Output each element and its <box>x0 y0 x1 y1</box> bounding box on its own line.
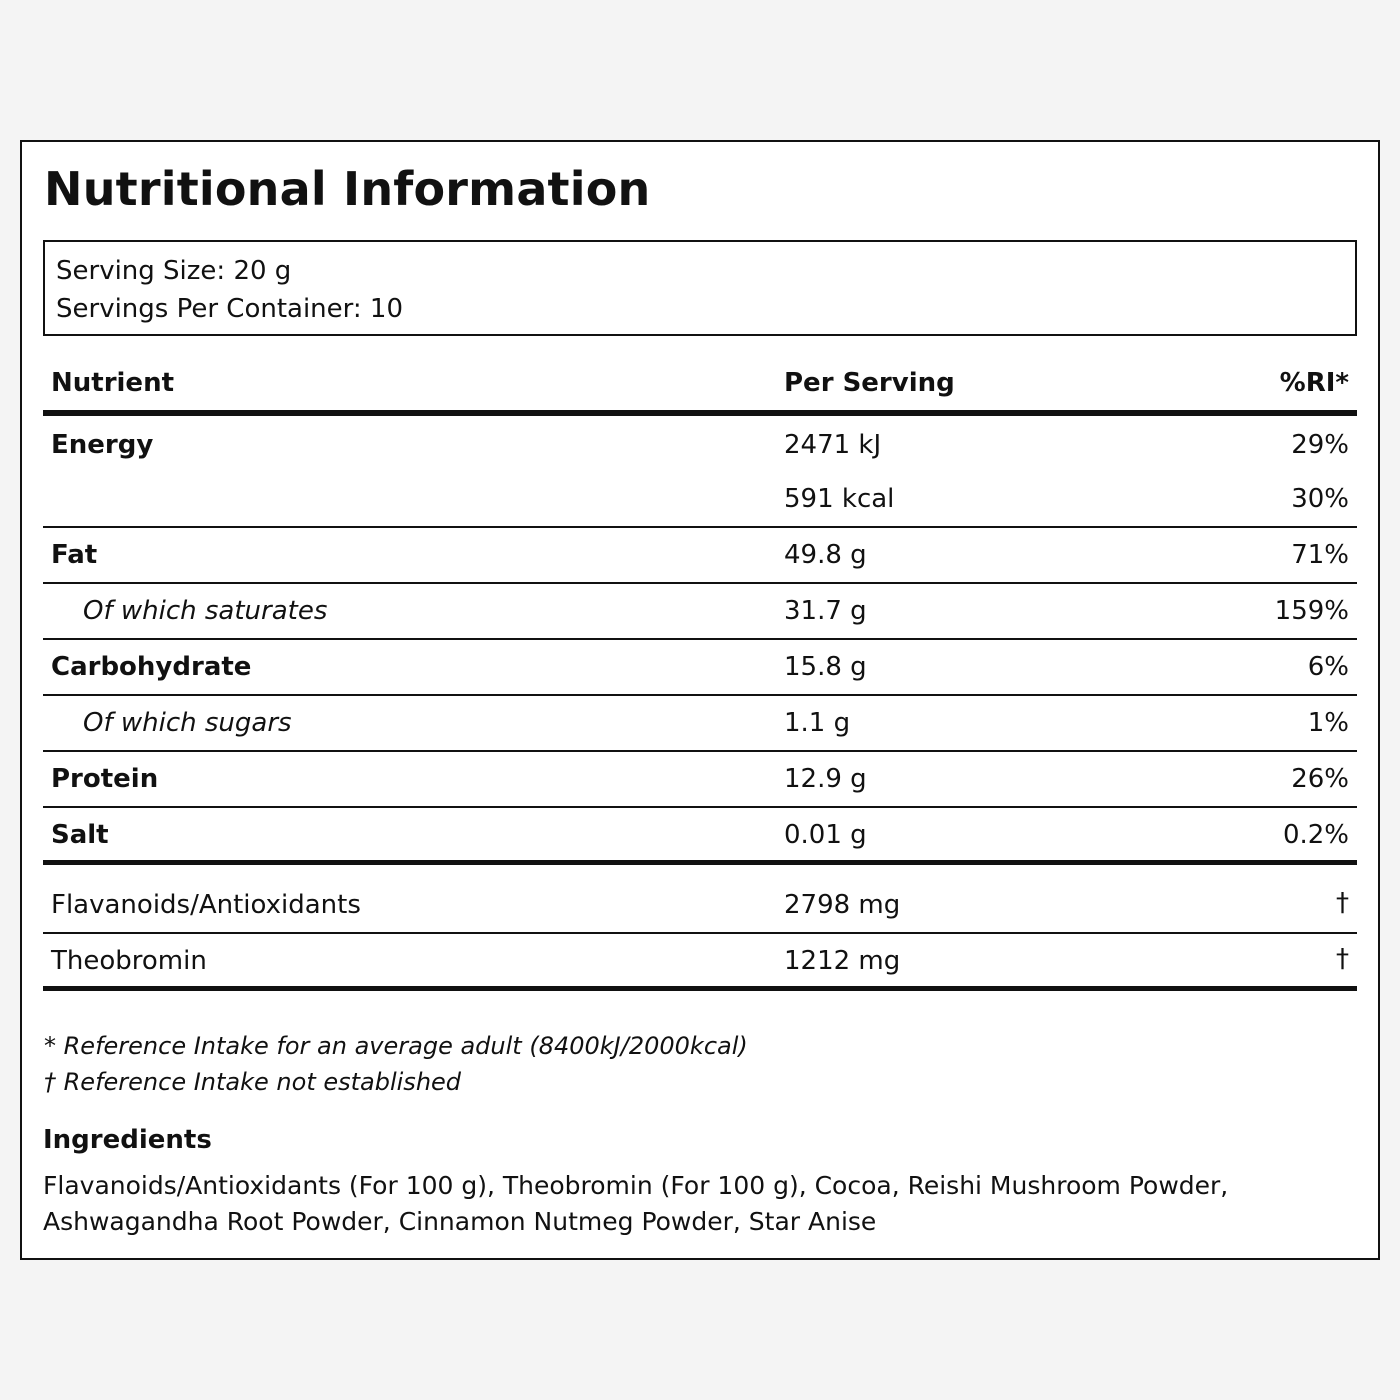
nutrition-table <box>43 352 1357 984</box>
nutrient-value: 1.1 g <box>784 708 851 738</box>
nutrient-value: 15.8 g <box>784 652 867 682</box>
ri-footnote: * Reference Intake for an average adult (8400kJ/2000kcal) <box>44 1032 748 1060</box>
nutrient-ri: 1% <box>1307 708 1349 738</box>
nutrient-value: 591 kcal <box>784 484 895 514</box>
nutrient-ri: 6% <box>1307 652 1349 682</box>
nutrient-value: 49.8 g <box>784 540 867 570</box>
header-per-serving: Per Serving <box>784 368 955 398</box>
table-row <box>43 578 1357 634</box>
nutrient-name: Protein <box>51 764 159 794</box>
table-row <box>43 634 1357 690</box>
nutrient-value: 0.01 g <box>784 820 867 850</box>
compound-ri: † <box>1336 944 1349 974</box>
serving-size: Serving Size: 20 g <box>56 256 292 286</box>
nutrient-name: Fat <box>51 540 98 570</box>
nutrient-name: Of which saturates <box>83 596 328 626</box>
ingredients-list <box>43 1168 1243 1240</box>
nutrient-value: 12.9 g <box>784 764 867 794</box>
compound-name: Flavanoids/Antioxidants <box>51 890 361 920</box>
compound-name: Theobromin <box>51 946 207 976</box>
table-row <box>43 466 1357 522</box>
nutrient-name: Of which sugars <box>83 708 292 738</box>
nutrient-ri: 159% <box>1274 596 1349 626</box>
table-row <box>43 522 1357 578</box>
dagger-footnote: † Reference Intake not established <box>44 1068 462 1096</box>
nutrient-ri: 26% <box>1291 764 1349 794</box>
compound-ri: † <box>1336 888 1349 918</box>
nutrient-ri: 0.2% <box>1282 820 1349 850</box>
nutrient-name: Carbohydrate <box>51 652 252 682</box>
table-row <box>43 412 1357 466</box>
ingredients-line: Flavanoids/Antioxidants (For 100 g), Theobromin (For 100 g), Cocoa, Reishi Mushroom Powder, <box>43 1171 1229 1200</box>
label-title: Nutritional Information <box>44 162 651 216</box>
table-row <box>43 928 1357 984</box>
serving-info-box <box>43 240 1357 336</box>
compound-value: 1212 mg <box>784 946 901 976</box>
nutrient-value: 2471 kJ <box>784 430 882 460</box>
table-bottom-rule <box>43 986 1357 991</box>
nutrition-label <box>20 140 1380 1260</box>
nutrient-name: Energy <box>51 430 154 460</box>
compound-value: 2798 mg <box>784 890 901 920</box>
nutrient-ri: 71% <box>1291 540 1349 570</box>
ingredients-heading: Ingredients <box>43 1125 212 1155</box>
nutrient-name: Salt <box>51 820 109 850</box>
table-row <box>43 802 1357 858</box>
servings-per-container: Servings Per Container: 10 <box>56 294 404 324</box>
nutrient-ri: 29% <box>1291 430 1349 460</box>
table-row <box>43 746 1357 802</box>
header-nutrient: Nutrient <box>51 368 175 398</box>
table-row <box>43 858 1357 928</box>
nutrient-ri: 30% <box>1291 484 1349 514</box>
ingredients-line: Ashwagandha Root Powder, Cinnamon Nutmeg Powder, Star Anise <box>43 1207 877 1236</box>
header-ri: %RI* <box>1279 368 1349 398</box>
nutrient-value: 31.7 g <box>784 596 867 626</box>
table-row <box>43 690 1357 746</box>
footnotes <box>44 1028 748 1100</box>
table-header-row <box>43 352 1357 412</box>
